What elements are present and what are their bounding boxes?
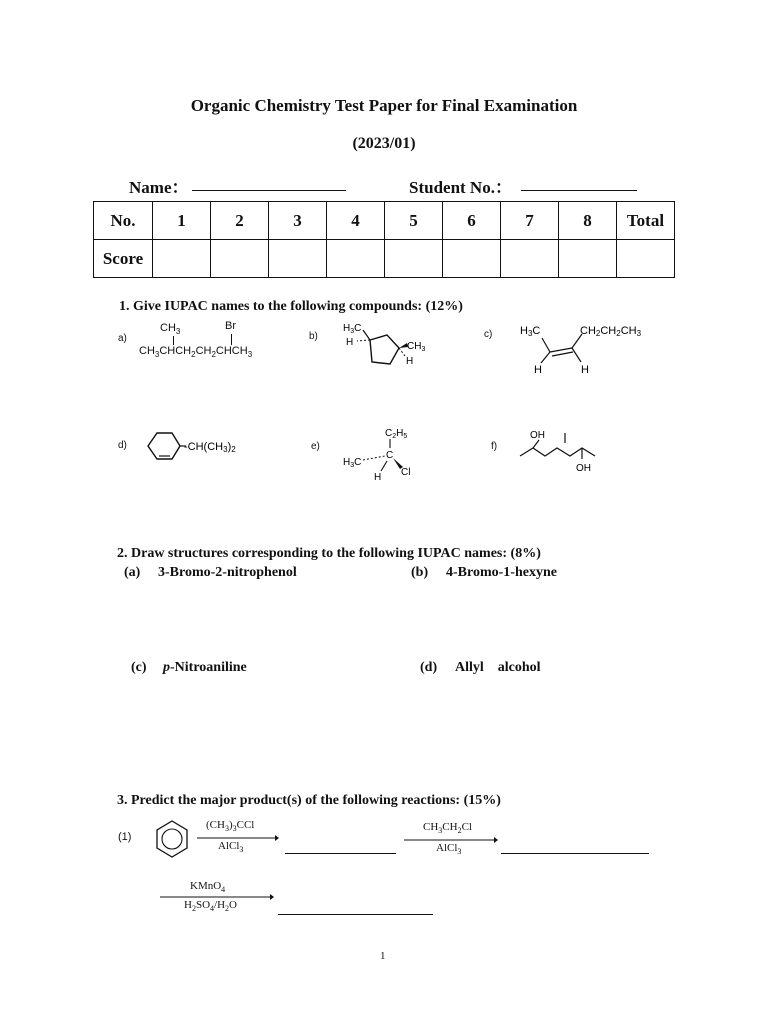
reagent-1-above: $(CH_3)_3CCl$ — [206, 819, 255, 834]
student-no-blank[interactable] — [521, 190, 637, 191]
hash-bond — [363, 456, 385, 460]
q1-label-d: d) — [118, 440, 127, 451]
arrow-head — [270, 894, 274, 900]
table-cell: 2 — [211, 202, 269, 240]
q1-heading: 1. Give IUPAC names to the following compounds: (12%) — [119, 299, 463, 314]
bond — [542, 338, 550, 352]
table-cell: 6 — [443, 202, 501, 240]
reagent-3-below: $H_2SO_4/H_2O$ — [184, 899, 237, 914]
paper-date: (2023/01) — [352, 135, 416, 152]
double-bond-b — [552, 352, 573, 356]
carbon-chain — [520, 448, 595, 456]
reagent-1-below: AlCl$_3$ — [218, 840, 244, 855]
page-number: 1 — [380, 950, 386, 962]
bond — [541, 352, 550, 363]
reagent-2-above: $CH_3CH_2Cl$ — [423, 821, 472, 836]
q1e-h3c: $H_3C$ — [343, 457, 362, 469]
bond — [572, 348, 581, 362]
score-input-cell[interactable] — [617, 240, 675, 278]
q1a-bond — [231, 334, 232, 345]
q1b-h3c: $H_3C$ — [343, 323, 362, 335]
q1e-structure — [335, 423, 435, 485]
score-input-cell[interactable] — [211, 240, 269, 278]
q2-heading: 2. Draw structures corresponding to the following IUPAC names: (8%) — [117, 546, 541, 561]
q1e-h: H — [374, 472, 382, 483]
q1c-propyl: CH2CH2CH3 — [580, 325, 642, 338]
score-input-cell[interactable] — [153, 240, 211, 278]
table-cell: 4 — [327, 202, 385, 240]
benzene-ring — [152, 818, 192, 860]
table-cell: Total — [617, 202, 675, 240]
q1d-structure — [140, 428, 280, 468]
table-cell: No. — [94, 202, 153, 240]
answer-blank-2[interactable] — [501, 853, 649, 854]
q1f-oh2: OH — [576, 463, 591, 474]
q1c-h2: H — [581, 364, 589, 376]
score-table-header-row — [94, 202, 675, 240]
q2c-italic-prefix: p — [163, 660, 170, 675]
q1b-structure — [330, 318, 440, 372]
table-cell: Score — [94, 240, 153, 278]
q2c-name — [163, 660, 247, 676]
q2b-name: 4-Bromo-1-hexyne — [446, 565, 557, 580]
q1c-h1: H — [534, 364, 542, 376]
aromatic-circle — [162, 829, 182, 849]
q1b-h-right: H — [406, 356, 414, 367]
q1e-c2h5: $C_2H_5$ — [385, 428, 408, 440]
q1d-substituent: -CH(CH3)2 — [184, 441, 236, 454]
q1a-chain: $CH_3CHCH_2CH_2CHCH_3$ — [139, 345, 253, 360]
q2b-label: (b) — [411, 565, 429, 580]
hash-bond — [357, 340, 370, 341]
q1e-cl: Cl — [401, 467, 411, 478]
q3-heading: 3. Predict the major product(s) of the following reactions: (15%) — [117, 793, 501, 808]
q1-label-e: e) — [311, 441, 320, 452]
q1-label-f: f) — [491, 441, 498, 452]
score-table — [93, 201, 675, 278]
q1c-h3c: H3C — [520, 325, 541, 338]
q1b-h-left: H — [346, 337, 354, 348]
q1f-oh1: OH — [530, 430, 545, 441]
score-input-cell[interactable] — [269, 240, 327, 278]
hash-bond — [399, 348, 405, 356]
bond — [381, 461, 387, 471]
q1e-carbon: C — [386, 450, 394, 461]
score-input-cell[interactable] — [559, 240, 617, 278]
name-label: Name： — [129, 178, 189, 197]
q2a-label: (a) — [124, 565, 141, 580]
score-table-score-row — [94, 240, 675, 278]
answer-blank-1[interactable] — [285, 853, 396, 854]
score-input-cell[interactable] — [385, 240, 443, 278]
table-cell: 1 — [153, 202, 211, 240]
table-cell: 7 — [501, 202, 559, 240]
arrow-head — [494, 837, 498, 843]
q1a-ch3: $CH_3$ — [160, 322, 181, 337]
bond — [533, 440, 539, 448]
arrow-head — [275, 835, 279, 841]
reagent-2-below: AlCl$_3$ — [436, 842, 462, 857]
bond — [557, 443, 565, 448]
answer-blank-3[interactable] — [278, 914, 433, 915]
table-cell: 3 — [269, 202, 327, 240]
q1a-br: Br — [225, 320, 236, 332]
cyclohexene-ring — [148, 433, 180, 459]
q1-label-a: a) — [118, 333, 127, 344]
q3-item-label: (1) — [118, 831, 132, 843]
score-input-cell[interactable] — [443, 240, 501, 278]
q1-label-b: b) — [309, 331, 318, 342]
q2d-label: (d) — [420, 660, 438, 675]
q1b-ch3: $CH_3$ — [407, 341, 426, 353]
name-blank[interactable] — [192, 190, 346, 191]
double-bond-a — [550, 348, 572, 352]
paper-title: Organic Chemistry Test Paper for Final Examination — [190, 96, 578, 115]
table-cell: 5 — [385, 202, 443, 240]
bond — [363, 330, 370, 340]
student-no-label: Student No.： — [409, 178, 512, 197]
q1a-bond — [173, 336, 174, 345]
score-input-cell[interactable] — [327, 240, 385, 278]
q2a-name: 3-Bromo-2-nitrophenol — [158, 565, 297, 580]
cyclopentane-ring — [370, 335, 399, 364]
q2c-label: (c) — [131, 660, 147, 675]
q2c-name-rest: -Nitroaniline — [170, 660, 247, 675]
q1c-structure — [510, 318, 670, 378]
q2d-name: Allyl alcohol — [455, 660, 541, 675]
q1f-structure — [510, 423, 610, 481]
score-input-cell[interactable] — [501, 240, 559, 278]
table-cell: 8 — [559, 202, 617, 240]
q1-label-c: c) — [484, 329, 493, 340]
reagent-3-above: KMnO$_4$ — [190, 880, 226, 895]
